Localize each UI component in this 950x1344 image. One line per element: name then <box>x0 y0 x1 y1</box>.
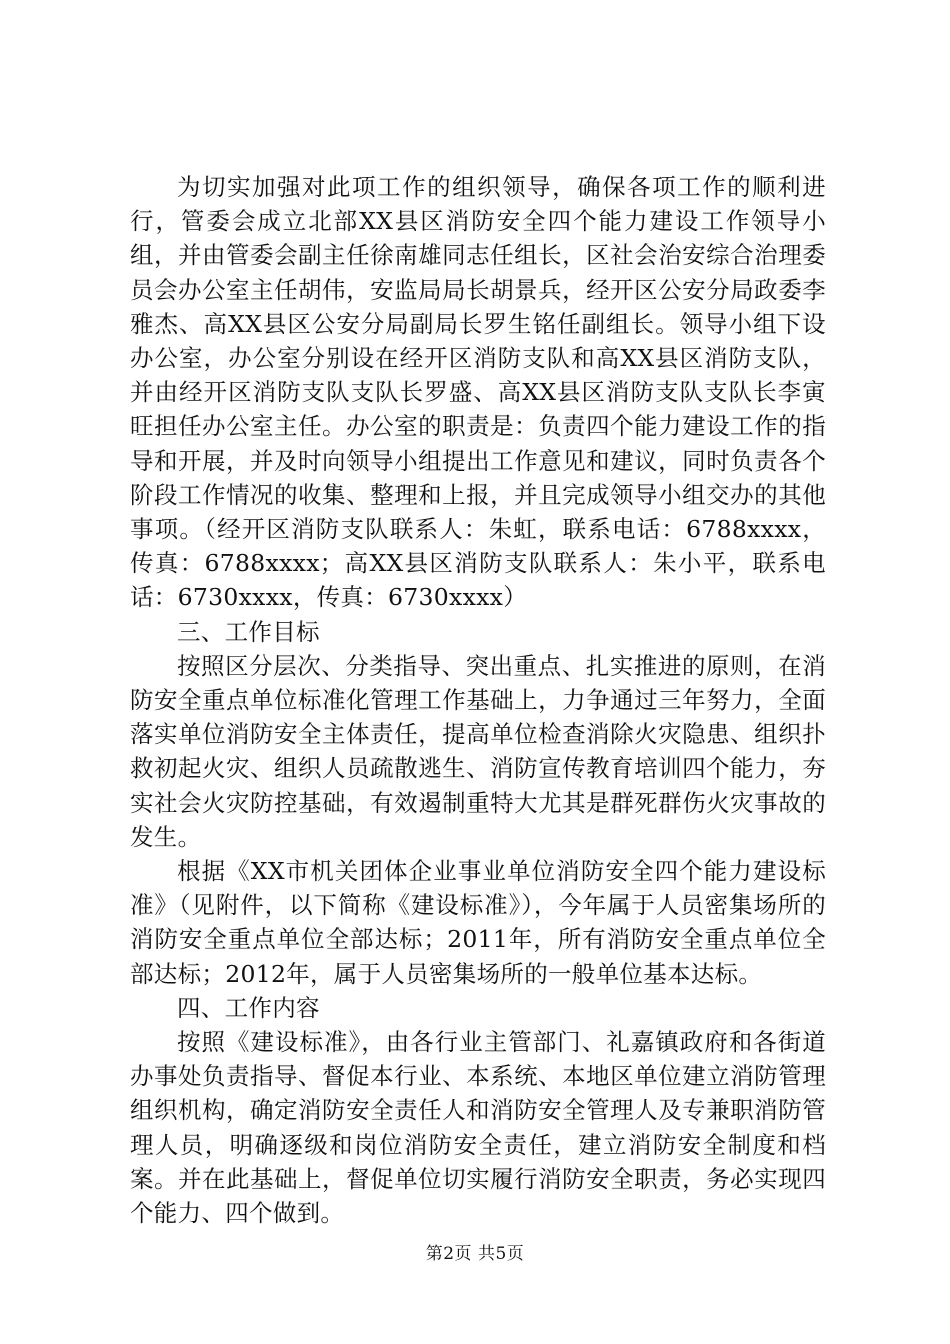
document-body <box>130 170 826 1230</box>
page-number-footer: 第2页 共5页 <box>425 1244 525 1264</box>
section-heading-work-goals: 三、工作目标 <box>177 617 320 646</box>
paragraph-leadership-group: 为切实加强对此项工作的组织领导，确保各项工作的顺利进行，管委会成立北部XX县区消防安全四个能力建设工作领导小组，并由管委会副主任徐南雄同志任组长，区社会治安综合治理委员会办公室主任胡伟，安监局局长胡景兵，经开区公安分局政委李雅杰、高XX县区公安分局副局长罗生铭任副组长。领导小组下设办公室，办公室分别设在经开区消防支队和高XX县区消防支队，并由经开区消防支队支队长罗盛、高XX县区消防支队支队长李寅旺担任办公室主任。办公室的职责是：负责四个能力建设工作的指导和开展，并及时向领导小组提出工作意见和建议，同时负责各个阶段工作情况的收集、整理和上报，并且完成领导小组交办的其他事项。（经开区消防支队联系人：朱虹，联系电话：6788xxxx，传真：6788xxxx；高XX县区消防支队联系人：朱小平，联系电话：6730xxxx，传真：6730xxxx） <box>130 173 826 612</box>
paragraph-goals-principles: 按照区分层次、分类指导、突出重点、扎实推进的原则，在消防安全重点单位标准化管理工作基础上，力争通过三年努力，全面落实单位消防安全主体责任，提高单位检查消除火灾隐患、组织扑救初起火灾、组织人员疏散逃生、消防宣传教育培训四个能力，夯实社会火灾防控基础，有效遏制重特大尤其是群死群伤火灾事故的发生。 <box>130 651 826 851</box>
paragraph-work-content: 按照《建设标准》，由各行业主管部门、礼嘉镇政府和各街道办事处负责指导、督促本行业、本系统、本地区单位建立消防管理组织机构，确定消防安全责任人和消防安全管理人及专兼职消防管理人员，明确逐级和岗位消防安全责任，建立消防安全制度和档案。并在此基础上，督促单位切实履行消防安全职责，务必实现四个能力、四个做到。 <box>130 1028 826 1228</box>
section-heading-work-content: 四、工作内容 <box>177 993 320 1022</box>
paragraph-goals-standards: 根据《XX市机关团体企业事业单位消防安全四个能力建设标准》（见附件，以下简称《建设标准》），今年属于人员密集场所的消防安全重点单位全部达标；2011年，所有消防安全重点单位全部达标；2012年，属于人员密集场所的一般单位基本达标。 <box>130 857 826 988</box>
